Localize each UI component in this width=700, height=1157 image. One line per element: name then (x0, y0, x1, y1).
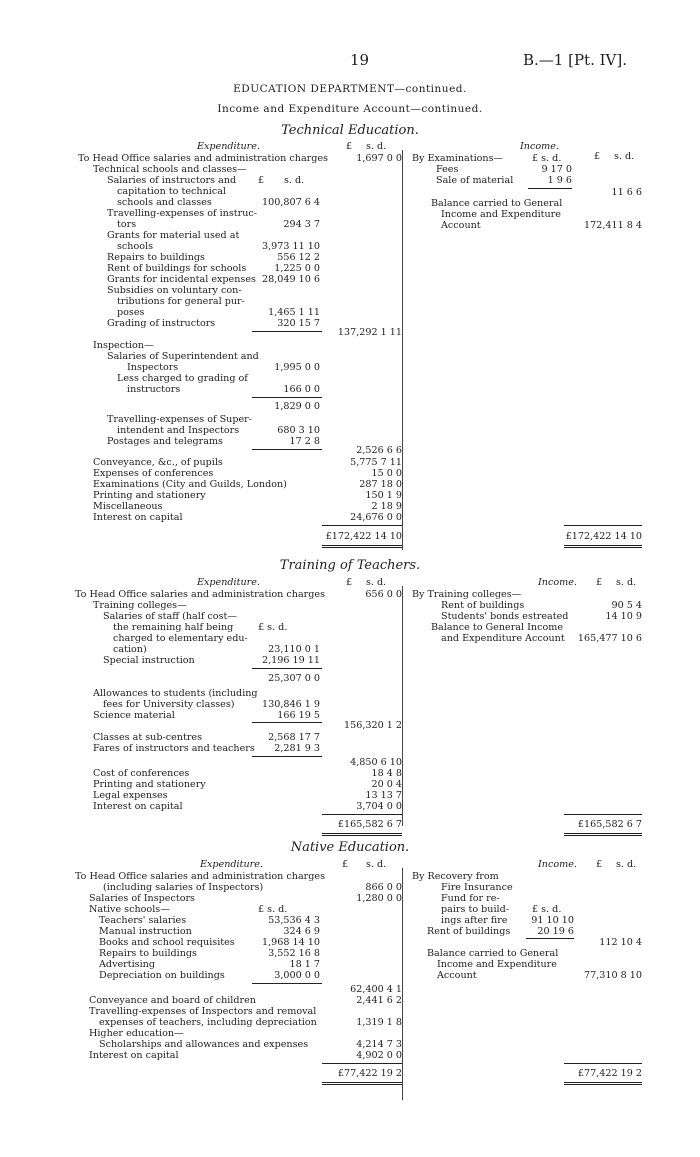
total-double-rule (564, 835, 642, 836)
subtotal-rule (252, 397, 322, 398)
subtotal: 156,320 1 2 (344, 720, 402, 731)
expenditure-line: Salaries of instructors and (107, 175, 237, 186)
amount: 1 9 6 (547, 175, 572, 186)
amount: 1,319 1 8 (356, 1017, 402, 1028)
income-heading: Income. (538, 859, 577, 870)
amount: 100,807 6 4 (262, 197, 320, 208)
expenditure-heading: Expenditure. (197, 577, 260, 588)
expenditure-line: tors (117, 219, 137, 230)
expenditure-line: schools (117, 241, 154, 252)
total-double-rule (564, 1084, 642, 1085)
income-line: Fire Insurance (441, 882, 513, 893)
amount: 1,280 0 0 (356, 893, 402, 904)
amount: 866 0 0 (365, 882, 402, 893)
income-line: By Examinations— (412, 153, 504, 164)
expenditure-line: Teachers' salaries (99, 915, 187, 926)
expenditure-heading: Expenditure. (200, 859, 263, 870)
amount: 1,995 0 0 (274, 362, 320, 373)
subtotal-rule (528, 188, 572, 189)
subtotal-rule (252, 756, 322, 757)
expenditure-line: To Head Office salaries and administration charges (78, 153, 328, 164)
col-pound: £ (346, 577, 353, 588)
amount: 77,310 8 10 (584, 970, 642, 981)
amount: 17 2 8 (289, 436, 320, 447)
report-reference: B.—1 [Pt. IV]. (523, 51, 627, 69)
amount: 1,697 0 0 (356, 153, 402, 164)
amount: 13 13 7 (365, 790, 402, 801)
total-double-rule (564, 1082, 642, 1083)
expenditure-line: schools and classes (117, 197, 212, 208)
expenditure-line: Inspectors (127, 362, 179, 373)
expenditure-line: Interest on capital (93, 801, 183, 812)
expenditure-line: Training colleges— (93, 600, 187, 611)
col-pound: £ (594, 151, 601, 162)
expenditure-line: Travelling-expenses of instruc- (107, 208, 258, 219)
col-sd: s. d. (616, 577, 637, 588)
income-line: Rent of buildings (441, 600, 525, 611)
expenditure-line: capitation to technical (117, 186, 226, 197)
expenditure-line: Repairs to buildings (99, 948, 197, 959)
expenditure-line: Classes at sub-centres (93, 732, 203, 743)
expenditure-line: expenses of teachers, including depreciation (99, 1017, 317, 1028)
expenditure-line: Allowances to students (including (93, 688, 258, 699)
total-double-rule (322, 1084, 402, 1085)
col-header: £ s. d. (532, 904, 562, 915)
col-sd: s. d. (616, 859, 637, 870)
expenditure-line: Legal expenses (93, 790, 168, 801)
amount: 1,829 0 0 (274, 401, 320, 412)
income-line: Students' bonds estreated (441, 611, 569, 622)
amount: 23,110 0 1 (268, 644, 320, 655)
col-sd: s. d. (366, 577, 387, 588)
amount: 130,846 1 9 (262, 699, 320, 710)
expenditure-line: Grading of instructors (107, 318, 216, 329)
expenditure-line: Depreciation on buildings (99, 970, 225, 981)
subtotal: 11 6 6 (611, 187, 642, 198)
total-double-rule (322, 547, 402, 548)
amount: 294 3 7 (283, 219, 320, 230)
subtotal-rule (252, 722, 322, 723)
amount: 20 0 4 (371, 779, 402, 790)
expenditure-line: intendent and Inspectors (117, 425, 240, 436)
expenditure-line: Books and school requisites (99, 937, 235, 948)
expenditure-line: Rent of buildings for schools (107, 263, 247, 274)
expenditure-total: £165,582 6 7 (337, 819, 402, 830)
amount: 91 10 10 (531, 915, 574, 926)
amount: 90 5 4 (611, 600, 642, 611)
amount: 14 10 9 (605, 611, 642, 622)
page-number: 19 (350, 51, 370, 69)
expenditure-line: Examinations (City and Guilds, London) (93, 479, 287, 490)
expenditure-line: Conveyance, &c., of pupils (93, 457, 223, 468)
amount: 24,676 0 0 (350, 512, 402, 523)
expenditure-line: Less charged to grading of (117, 373, 248, 384)
subtotal-rule (252, 331, 322, 332)
col-pound: £ (596, 577, 603, 588)
total-double-rule (322, 545, 402, 546)
expenditure-line: Manual instruction (99, 926, 192, 937)
amount: 25,307 0 0 (268, 673, 320, 684)
subtotal: 112 10 4 (599, 937, 642, 948)
expenditure-line: Science material (93, 710, 175, 721)
amount: 3,704 0 0 (356, 801, 402, 812)
expenditure-line: fees for University classes) (103, 699, 235, 710)
expenditure-total: £172,422 14 10 (325, 531, 402, 542)
income-total: £165,582 6 7 (577, 819, 642, 830)
income-line: ings after fire (441, 915, 508, 926)
section-title: Training of Teachers. (279, 558, 421, 573)
income-line: Rent of buildings (427, 926, 511, 937)
col-pound: £ (258, 175, 265, 186)
column-divider (402, 868, 403, 1100)
total-rule (564, 814, 642, 815)
col-sd: s. d. (366, 141, 387, 152)
amount: 287 18 0 (359, 479, 402, 490)
column-divider (402, 586, 403, 826)
col-pound: £ (342, 859, 349, 870)
amount: 556 12 2 (277, 252, 320, 263)
subtotal-rule (252, 983, 322, 984)
income-line: Income and Expenditure (437, 959, 557, 970)
amount: 4,902 0 0 (356, 1050, 402, 1061)
subtotal: 62,400 4 1 (350, 984, 402, 995)
income-heading: Income. (538, 577, 577, 588)
document-title: EDUCATION DEPARTMENT—continued. (233, 83, 467, 95)
expenditure-line: Expenses of conferences (93, 468, 214, 479)
amount: 5,775 7 11 (350, 457, 402, 468)
expenditure-line: Repairs to buildings (107, 252, 205, 263)
amount: 28,049 10 6 (262, 274, 320, 285)
amount: 18 4 8 (371, 768, 402, 779)
amount: 18 1 7 (289, 959, 320, 970)
col-pound: £ (596, 859, 603, 870)
income-total: £172,422 14 10 (565, 531, 642, 542)
expenditure-line: Subsidies on voluntary con- (107, 285, 242, 296)
subtotal: 2,526 6 6 (356, 445, 402, 456)
amount: 2,281 9 3 (274, 743, 320, 754)
col-pound: £ (346, 141, 353, 152)
amount: 53,536 4 3 (268, 915, 320, 926)
total-double-rule (564, 547, 642, 548)
amount: 320 15 7 (277, 318, 320, 329)
expenditure-line: Scholarships and allowances and expenses (99, 1039, 309, 1050)
expenditure-line: poses (117, 307, 145, 318)
amount: 1,225 0 0 (274, 263, 320, 274)
subtotal-rule (526, 938, 574, 939)
amount: 9 17 0 (541, 164, 572, 175)
expenditure-line: Miscellaneous (93, 501, 163, 512)
amount: 3,552 16 8 (268, 948, 320, 959)
total-rule (322, 814, 402, 815)
total-double-rule (322, 835, 402, 836)
expenditure-line: To Head Office salaries and administration charges (75, 589, 325, 600)
section-title: Technical Education. (281, 123, 419, 138)
expenditure-line: (including salaries of Inspectors) (103, 882, 264, 893)
col-header: £ s. d. (258, 904, 288, 915)
expenditure-line: Grants for incidental expenses (107, 274, 256, 285)
expenditure-line: Fares of instructors and teachers (93, 743, 255, 754)
expenditure-line: Printing and stationery (93, 779, 206, 790)
total-double-rule (322, 833, 402, 834)
subtotal: 137,292 1 11 (337, 327, 402, 338)
expenditure-line: Grants for material used at (107, 230, 240, 241)
expenditure-line: Salaries of staff (half cost— (103, 611, 237, 622)
amount: 150 1 9 (365, 490, 402, 501)
col-header: £ s. d. (532, 153, 562, 164)
expenditure-total: £77,422 19 2 (337, 1068, 402, 1079)
amount: 2,441 6 2 (356, 995, 402, 1006)
amount: 324 6 9 (283, 926, 320, 937)
expenditure-line: Travelling-expenses of Inspectors and removal (89, 1006, 317, 1017)
amount: 2,196 19 11 (262, 655, 320, 666)
expenditure-line: Conveyance and board of children (89, 995, 256, 1006)
income-line: By Recovery from (412, 871, 499, 882)
total-double-rule (564, 545, 642, 546)
expenditure-line: Interest on capital (93, 512, 183, 523)
amount: 4,214 7 3 (356, 1039, 402, 1050)
col-header: £ s. d. (258, 622, 288, 633)
income-line: Account (437, 970, 477, 981)
expenditure-line: Higher education— (89, 1028, 184, 1039)
amount: 1,465 1 11 (268, 307, 320, 318)
amount: 166 0 0 (283, 384, 320, 395)
total-rule (322, 525, 402, 526)
amount: 15 0 0 (371, 468, 402, 479)
income-heading: Income. (520, 141, 559, 152)
amount: 3,000 0 0 (274, 970, 320, 981)
income-line: Account (441, 220, 481, 231)
expenditure-line: the remaining half being (113, 622, 234, 633)
amount: 1,968 14 10 (262, 937, 320, 948)
column-divider (402, 150, 403, 550)
subtotal-rule (252, 449, 322, 450)
expenditure-line: cation) (113, 644, 147, 655)
col-sd: s. d. (614, 151, 635, 162)
total-rule (564, 1063, 642, 1064)
expenditure-line: Printing and stationery (93, 490, 206, 501)
expenditure-line: Postages and telegrams (107, 436, 223, 447)
expenditure-line: Inspection— (93, 340, 154, 351)
expenditure-line: charged to elementary edu- (113, 633, 248, 644)
total-rule (322, 1063, 402, 1064)
amount: 3,973 11 10 (262, 241, 320, 252)
expenditure-line: Interest on capital (89, 1050, 179, 1061)
income-total: £77,422 19 2 (577, 1068, 642, 1079)
expenditure-heading: Expenditure. (197, 141, 260, 152)
subtotal: 4,850 6 10 (350, 757, 402, 768)
total-double-rule (564, 833, 642, 834)
amount: 656 0 0 (365, 589, 402, 600)
amount: 166 19 5 (277, 710, 320, 721)
income-line: By Training colleges— (412, 589, 522, 600)
amount: 680 3 10 (277, 425, 320, 436)
section-title: Native Education. (290, 840, 410, 855)
expenditure-line: instructors (127, 384, 181, 395)
amount: 20 19 6 (537, 926, 574, 937)
col-sd: s. d. (366, 859, 387, 870)
expenditure-line: Special instruction (103, 655, 195, 666)
total-double-rule (322, 1082, 402, 1083)
expenditure-line: Cost of conferences (93, 768, 190, 779)
income-line: Balance carried to General (431, 198, 563, 209)
expenditure-line: Salaries of Superintendent and (107, 351, 259, 362)
income-line: Balance to General Income (431, 622, 564, 633)
amount: 172,411 8 4 (584, 220, 642, 231)
document-subtitle: Income and Expenditure Account—continued. (217, 103, 483, 115)
expenditure-line: Technical schools and classes— (93, 164, 247, 175)
expenditure-line: Salaries of Inspectors (89, 893, 195, 904)
expenditure-line: Native schools— (89, 904, 170, 915)
income-line: Fund for re- (441, 893, 500, 904)
expenditure-line: Advertising (99, 959, 155, 970)
income-line: Balance carried to General (427, 948, 559, 959)
income-line: pairs to build- (441, 904, 510, 915)
expenditure-line: tributions for general pur- (117, 296, 245, 307)
col-sd: s. d. (284, 175, 305, 186)
income-line: Income and Expenditure (441, 209, 561, 220)
amount: 2 18 9 (371, 501, 402, 512)
subtotal-rule (252, 668, 322, 669)
total-rule (564, 525, 642, 526)
income-line: Sale of material (436, 175, 514, 186)
expenditure-line: Travelling-expenses of Super- (107, 414, 253, 425)
amount: 2,568 17 7 (268, 732, 320, 743)
income-line: Fees (436, 164, 459, 175)
expenditure-line: To Head Office salaries and administration charges (75, 871, 325, 882)
amount: 165,477 10 6 (577, 633, 642, 644)
income-line: and Expenditure Account (441, 633, 565, 644)
